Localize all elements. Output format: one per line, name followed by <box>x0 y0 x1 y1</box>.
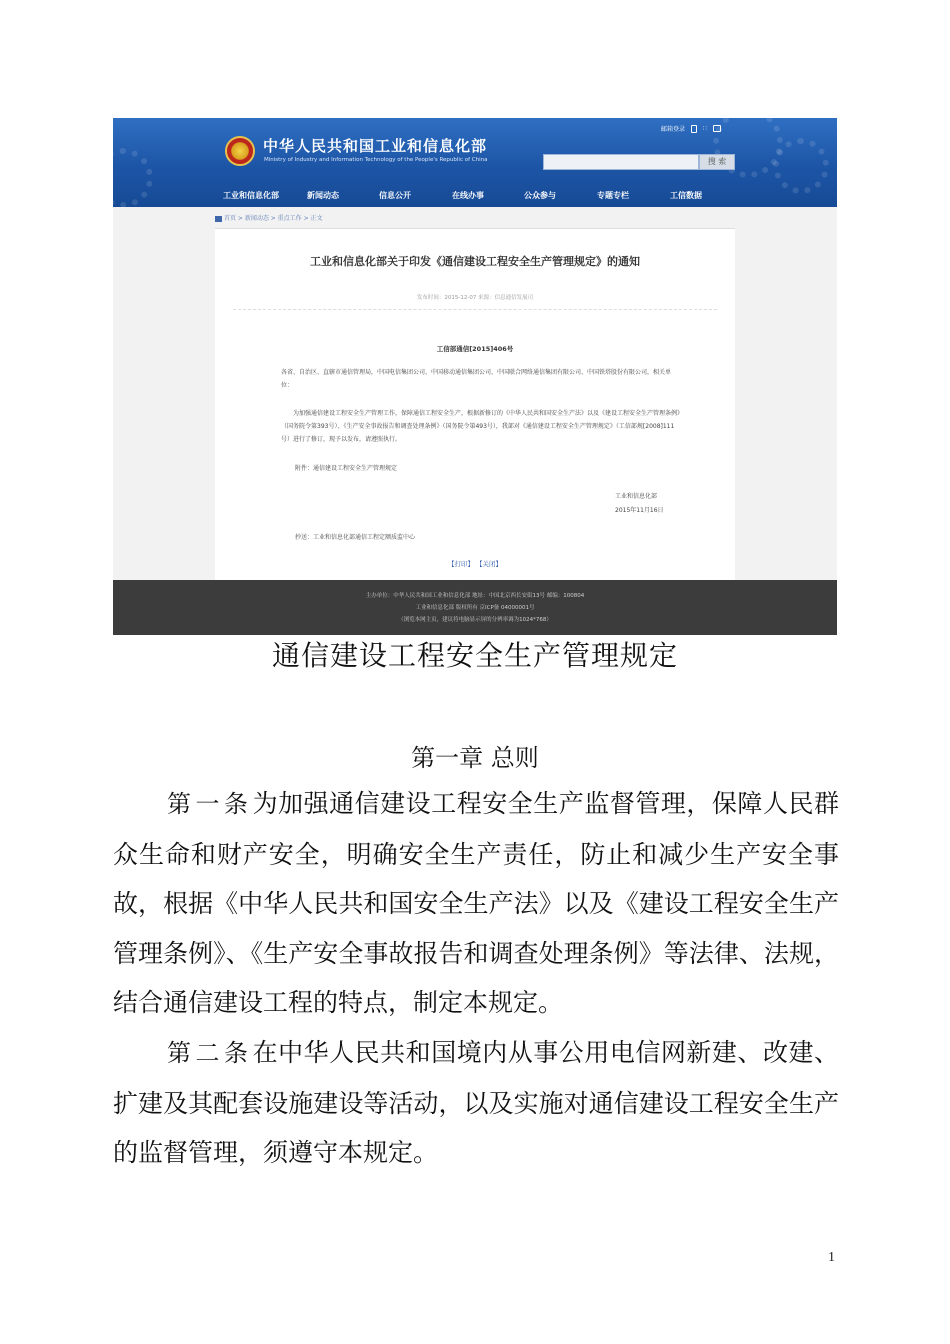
chapter-heading: 第一章 总则 <box>411 744 539 772</box>
site-footer <box>113 580 837 635</box>
mobile-icon[interactable] <box>691 125 697 133</box>
sign-date: 2015年11月16日 <box>615 507 664 514</box>
signer: 工业和信息化部 <box>615 493 658 500</box>
article-meta: 发布时间：2015-12-07 来源：信息通信发展司 <box>416 295 534 301</box>
nav-item-online-services[interactable]: 在线办事 <box>452 191 484 200</box>
article-title: 工业和信息化部关于印发《通信建设工程安全生产管理规定》的通知 <box>310 255 640 268</box>
article-1-label: 第一条 <box>167 790 253 818</box>
weibo-icon[interactable] <box>713 125 721 132</box>
article-addressees: 各省、自治区、直辖市通信管理局，中国电信集团公司、中国移动通信集团公司、中国联合网络通信集团有限公司、中国铁塔股份有限公司，相关单位： <box>281 369 672 389</box>
document-title: 通信建设工程安全生产管理规定 <box>271 639 678 672</box>
print-close-buttons[interactable]: 【打印】 【关闭】 <box>447 560 503 568</box>
search-input[interactable] <box>543 154 699 170</box>
article-1 <box>113 779 839 1028</box>
site-subtitle: Ministry of Industry and Information Technology of the People's Republic of China <box>264 157 488 163</box>
footer-line: 主办单位：中华人民共和国工业和信息化部 地址：中国北京西长安街13号 邮编：100804 <box>365 593 585 599</box>
page-number: 1 <box>828 1250 835 1265</box>
article-attachment[interactable]: 附件：通信建设工程安全生产管理规定 <box>295 465 398 472</box>
site-name: 中华人民共和国工业和信息化部 <box>263 137 488 155</box>
search-button[interactable]: 搜 索 <box>699 154 735 170</box>
nav-item-special-topics[interactable]: 专题专栏 <box>597 191 629 200</box>
site-banner <box>113 118 837 207</box>
national-emblem-icon <box>225 136 255 166</box>
breadcrumb-text[interactable]: 首页 > 新闻动态 > 重点工作 > 正文 <box>224 215 323 222</box>
nav-item-news[interactable]: 新闻动态 <box>307 191 339 200</box>
mail-login-link[interactable]: 邮箱登录 <box>661 126 686 133</box>
home-icon[interactable] <box>215 216 222 222</box>
nav-item-info-disclosure[interactable]: 信息公开 <box>379 191 411 200</box>
footer-line: 工业和信息化部 版权所有 京ICP备 04000001号 <box>415 605 535 611</box>
article-2-label: 第二条 <box>167 1039 253 1067</box>
article-2 <box>113 1028 839 1178</box>
nav-item-ministry[interactable]: 工业和信息化部 <box>223 191 279 200</box>
embedded-webpage-screenshot <box>113 118 837 635</box>
divider <box>233 309 717 310</box>
footer-line: （浏览本网主页，建议将电脑显示屏的分辨率调为1024*768） <box>398 617 552 623</box>
document-number: 工信部通信[2015]406号 <box>436 345 514 353</box>
article-body: 为加强通信建设工程安全生产管理工作，保障通信工程安全生产，根据新修订的《中华人民共和国安全生产法》以及《建设工程安全生产管理条例》（国务院令第393号）、《生产安全事故报告和调查处理条例》（国务院令第493号），我部对《通信建设工程安全生产管理规定》（工信部规[2008]111号）进行了修订，现予以发布，请遵照执行。 <box>281 410 681 443</box>
nav-item-data[interactable]: 工信数据 <box>670 191 702 200</box>
article-2-text: 在中华人民共和国境内从事公用电信网新建、改建、扩建及其配套设施建设等活动，以及实施对通信建设工程安全生产的监督管理，须遵守本规定。 <box>113 1038 839 1167</box>
nav-item-public-participation[interactable]: 公众参与 <box>524 191 556 200</box>
article-1-text: 为加强通信建设工程安全生产监督管理，保障人民群众生命和财产安全，明确安全生产责任，防止和减少生产安全事故，根据《中华人民共和国安全生产法》以及《建设工程安全生产管理条例》、《生产安全事故报告和调查处理条例》等法律、法规，结合通信建设工程的特点，制定本规定。 <box>113 789 839 1017</box>
main-nav <box>113 186 837 207</box>
article-panel <box>215 228 735 635</box>
breadcrumb <box>215 213 323 222</box>
top-links <box>661 124 721 133</box>
article-cc: 抄送：工业和信息化部通信工程定额质监中心 <box>295 534 416 541</box>
rss-icon[interactable]: ∷ <box>703 125 707 132</box>
